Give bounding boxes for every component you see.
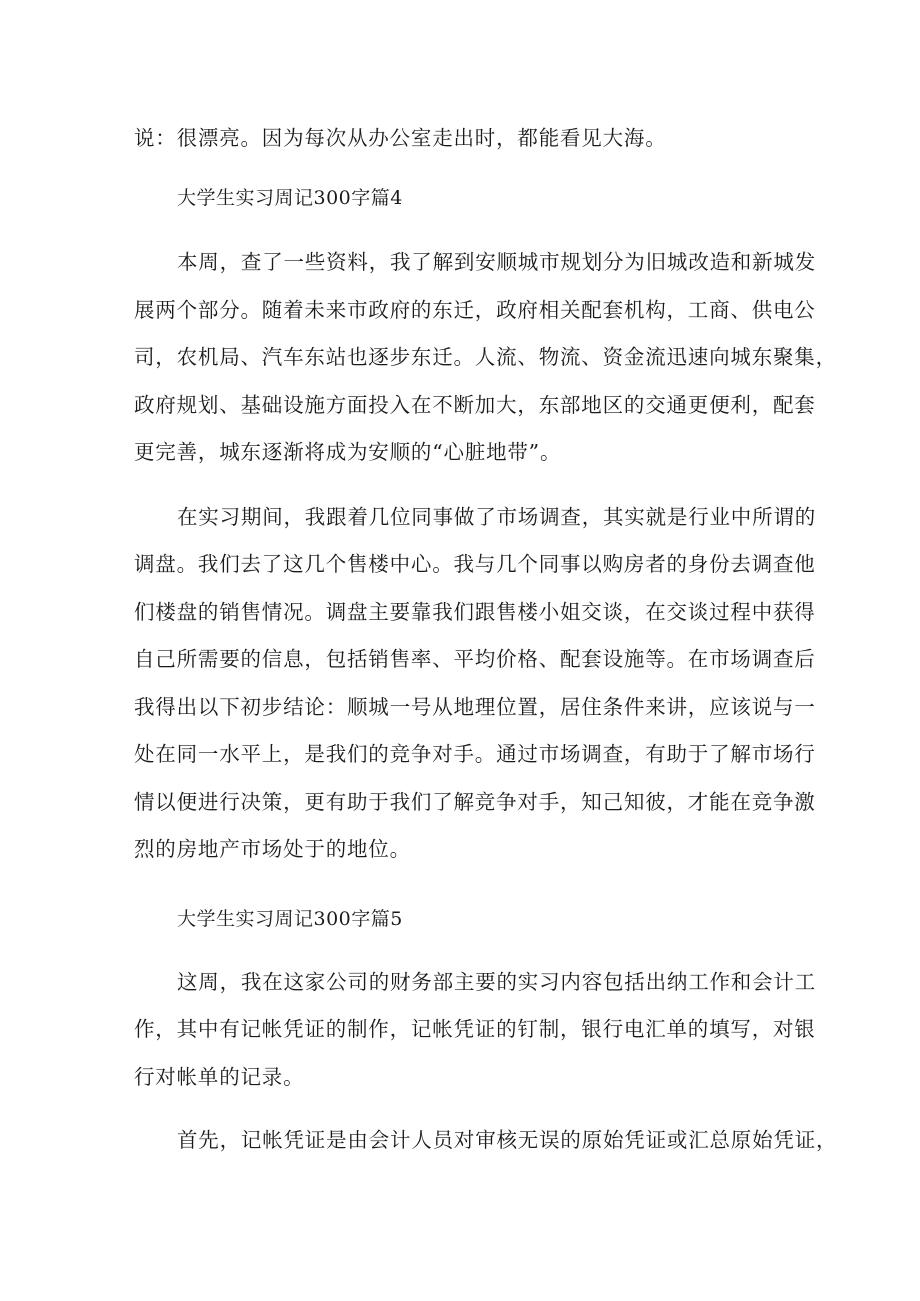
paragraph-line: 们楼盘的销售情况。调盘主要靠我们跟售楼小姐交谈，在交谈过程中获得	[134, 600, 816, 624]
section-heading-5: 大学生实习周记300字篇5	[177, 908, 403, 930]
paragraph-line: 司，农机局、汽车东站也逐步东迁。人流、物流、资金流迅速向城东聚集，	[134, 345, 837, 369]
paragraph-line: 烈的房地产市场处于的地位。	[134, 837, 411, 861]
paragraph-line: 处在同一水平上，是我们的竞争对手。通过市场调查，有助于了解市场行	[134, 742, 816, 766]
paragraph-line: 自己所需要的信息，包括销售率、平均价格、配套设施等。在市场调查后	[134, 647, 816, 671]
paragraph-line: 本周，查了一些资料，我了解到安顺城市规划分为旧城改造和新城发	[177, 250, 816, 274]
paragraph-line: 说：很漂亮。因为每次从办公室走出时，都能看见大海。	[134, 126, 667, 150]
paragraph-line: 调盘。我们去了这几个售楼中心。我与几个同事以购房者的身份去调查他	[134, 552, 816, 576]
section-heading-4: 大学生实习周记300字篇4	[177, 187, 403, 209]
paragraph-line: 展两个部分。随着未来市政府的东迁，政府相关配套机构，工商、供电公	[134, 298, 816, 322]
paragraph-line: 这周，我在这家公司的财务部主要的实习内容包括出纳工作和会计工	[177, 970, 816, 994]
paragraph-line: 首先，记帐凭证是由会计人员对审核无误的原始凭证或汇总原始凭证，	[177, 1128, 838, 1152]
paragraph-line: 情以便进行决策，更有助于我们了解竞争对手，知己知彼，才能在竞争激	[134, 790, 816, 814]
paragraph-line: 在实习期间，我跟着几位同事做了市场调查，其实就是行业中所谓的	[177, 505, 816, 529]
paragraph-line: 我得出以下初步结论：顺城一号从地理位置，居住条件来讲，应该说与一	[134, 695, 816, 719]
paragraph-line: 作，其中有记帐凭证的制作，记帐凭证的钉制，银行电汇单的填写，对银	[134, 1017, 816, 1041]
paragraph-line: 政府规划、基础设施方面投入在不断加大，东部地区的交通更便利，配套	[134, 393, 816, 417]
paragraph-line: 行对帐单的记录。	[134, 1065, 305, 1089]
paragraph-line: 更完善，城东逐渐将成为安顺的“心脏地带”。	[134, 440, 562, 464]
